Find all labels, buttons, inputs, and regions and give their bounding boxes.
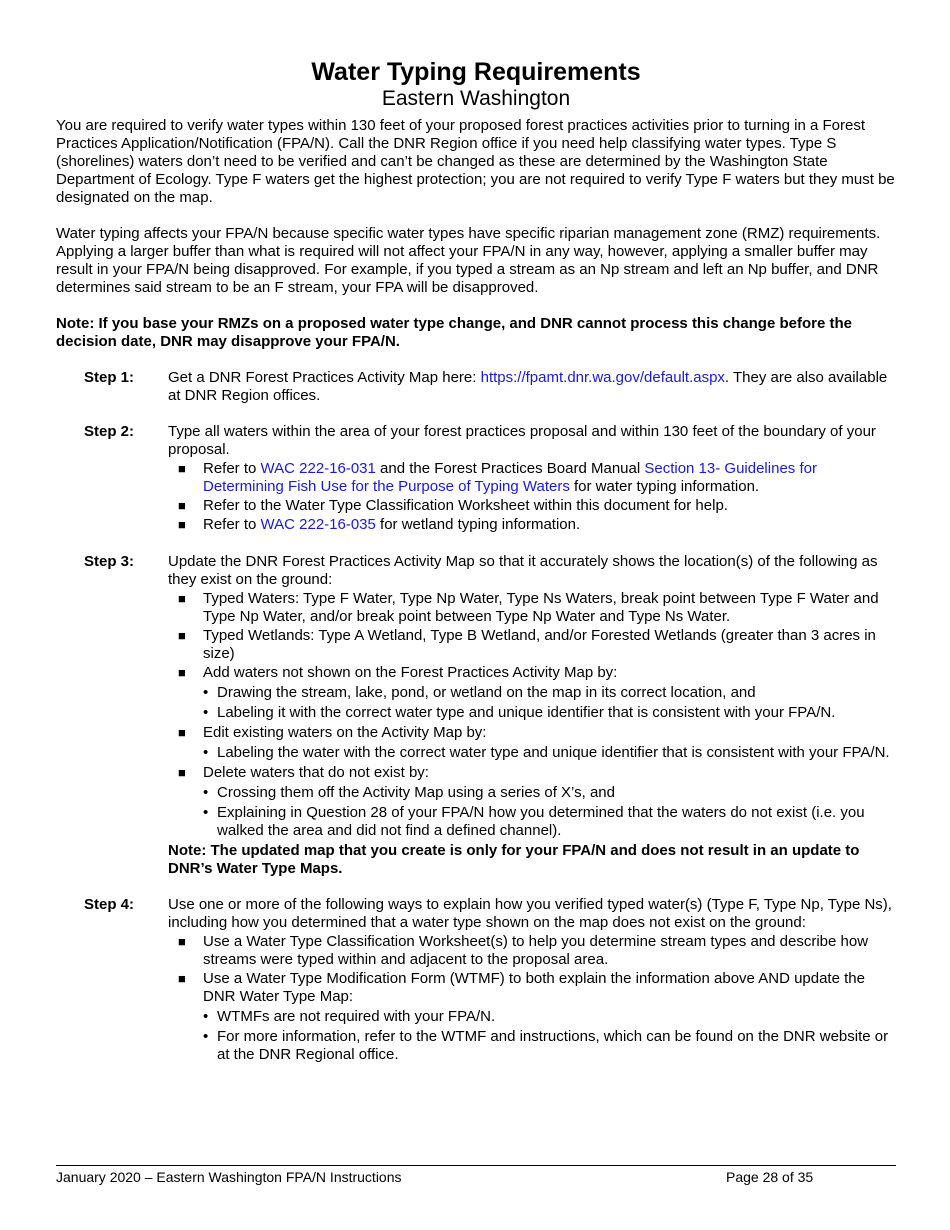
- sub-list-item: • Explaining in Question 28 of your FPA/N how you determined that the waters do not exist (i.e. you walked the area and did not find a defined channel).: [203, 804, 896, 840]
- intro-paragraph-2: Water typing affects your FPA/N because specific water types have specific riparian management zone (RMZ) requirements. Applying a larger buffer than what is required will not affect your FPA/N in any way, however, applying a smaller buffer may result in your FPA/N being disapproved. For example, if you typed a stream as an Np stream and left an Np buffer, and DNR determines said stream to be an F stream, your FPA will be disapproved.: [56, 225, 881, 296]
- step-4-text: Use one or more of the following ways to explain how you verified typed water(s) (Type F, Type Np, Type Ns), including how you determined that a water type shown on the map does not exist on the ground:: [168, 896, 892, 931]
- list-item-text: Delete waters that do not exist by:: [203, 764, 429, 781]
- list-item: [168, 664, 896, 722]
- step-2-body: [168, 423, 896, 535]
- sub-list: [203, 784, 896, 840]
- step-4-bullets: [168, 933, 896, 1064]
- list-item: [168, 627, 896, 663]
- list-item-text: for wetland typing information.: [375, 516, 581, 533]
- wac-222-16-035-link[interactable]: WAC 222-16-035: [260, 516, 376, 533]
- board-manual-section-13-link[interactable]: Section 13- Guidelines for Determining Fish Use for the Purpose of Typing Waters: [203, 460, 817, 495]
- step-4: [56, 896, 896, 1066]
- step-1-text-a: Get a DNR Forest Practices Activity Map here:: [168, 369, 481, 386]
- intro-paragraph-1: You are required to verify water types within 130 feet of your proposed forest practices activities prior to turning in a Forest Practices Application/Notification (FPA/N). Call the DNR Region office if you need help classifying water types. Type S (shorelines) waters don’t need to be verified and can’t be changed as these are determined by the Washington State Department of Ecology. Type F waters get the highest protection; you are not required to verify Type F waters but they must be designated on the map.: [56, 117, 895, 206]
- list-item-text: Refer to: [203, 516, 261, 533]
- step-1: [56, 369, 896, 405]
- list-item: [168, 497, 896, 515]
- sub-list-item: • Labeling the water with the correct water type and unique identifier that is consistent with your FPA/N.: [203, 744, 896, 762]
- sub-list-item: • Labeling it with the correct water type and unique identifier that is consistent with your FPA/N.: [203, 704, 896, 722]
- list-item: [168, 516, 896, 534]
- list-item-text: Edit existing waters on the Activity Map by:: [203, 724, 487, 741]
- list-item: [168, 970, 896, 1064]
- step-3-text: Update the DNR Forest Practices Activity Map so that it accurately shows the location(s) of the following as they exist on the ground:: [168, 553, 878, 588]
- list-item-text: Use a Water Type Classification Worksheet(s) to help you determine stream types and describe how streams were typed within and adjacent to the proposal area.: [203, 933, 869, 968]
- step-4-label: Step 4:: [84, 896, 135, 913]
- step-3-note: Note: The updated map that you create is only for your FPA/N and does not result in an update to DNR’s Water Type Maps.: [168, 842, 860, 877]
- step-3-label: Step 3:: [84, 553, 135, 570]
- sub-list: [203, 744, 896, 762]
- step-1-text-b: . They are also available at DNR Region offices.: [168, 369, 888, 404]
- step-4-body: [168, 896, 896, 1066]
- list-item: [168, 460, 896, 496]
- list-item-text: and the Forest Practices Board Manual: [375, 460, 645, 477]
- list-item: [168, 764, 896, 840]
- step-2-bullets: [168, 460, 896, 534]
- sub-list: [203, 1008, 896, 1064]
- step-2: [56, 423, 896, 535]
- wac-222-16-031-link[interactable]: WAC 222-16-031: [260, 460, 376, 477]
- footer-page-number: Page 28 of 35: [726, 1169, 814, 1185]
- step-1-label: Step 1:: [84, 369, 135, 386]
- sub-list-item: • Crossing them off the Activity Map using a series of X’s, and: [203, 784, 896, 802]
- intro-note: Note: If you base your RMZs on a proposed water type change, and DNR cannot process this change before the decision date, DNR may disapprove your FPA/N.: [56, 315, 852, 350]
- document-page: [56, 0, 896, 1084]
- sub-list-item: • WTMFs are not required with your FPA/N.: [203, 1008, 896, 1026]
- activity-map-link[interactable]: https://fpamt.dnr.wa.gov/default.aspx: [480, 369, 725, 386]
- page-title: Water Typing Requirements: [311, 58, 641, 86]
- step-1-body: [168, 369, 896, 405]
- sub-list-item: • Drawing the stream, lake, pond, or wetland on the map in its correct location, and: [203, 684, 896, 702]
- step-2-label: Step 2:: [84, 423, 135, 440]
- page-subtitle: Eastern Washington: [381, 87, 571, 110]
- step-3-bullets: [168, 590, 896, 840]
- list-item: [168, 933, 896, 969]
- step-3: [56, 553, 896, 878]
- list-item-text: Typed Wetlands: Type A Wetland, Type B Wetland, and/or Forested Wetlands (greater than 3 acres in size): [203, 627, 876, 662]
- steps-list: [56, 369, 896, 1066]
- list-item-text: Refer to the Water Type Classification Worksheet within this document for help.: [203, 497, 728, 514]
- list-item-text: Use a Water Type Modification Form (WTMF) to both explain the information above AND update the DNR Water Type Map:: [203, 970, 865, 1005]
- page-footer: [56, 1165, 896, 1185]
- list-item: [168, 590, 896, 626]
- step-3-body: [168, 553, 896, 878]
- list-item-text: Add waters not shown on the Forest Practices Activity Map by:: [203, 664, 618, 681]
- sub-list: [203, 684, 896, 722]
- list-item-text: for water typing information.: [569, 478, 760, 495]
- list-item: [168, 724, 896, 762]
- list-item-text: Typed Waters: Type F Water, Type Np Water, Type Ns Waters, break point between Type F Water and Type Np Water, and/or break point between Type Np Water and Type Ns Water.: [203, 590, 879, 625]
- list-item-text: Refer to: [203, 460, 261, 477]
- step-2-text: Type all waters within the area of your forest practices proposal and within 130 feet of the boundary of your proposal.: [168, 423, 876, 458]
- sub-list-item: • For more information, refer to the WTMF and instructions, which can be found on the DNR website or at the DNR Regional office.: [203, 1028, 896, 1064]
- footer-document-title: January 2020 – Eastern Washington FPA/N Instructions: [56, 1169, 402, 1185]
